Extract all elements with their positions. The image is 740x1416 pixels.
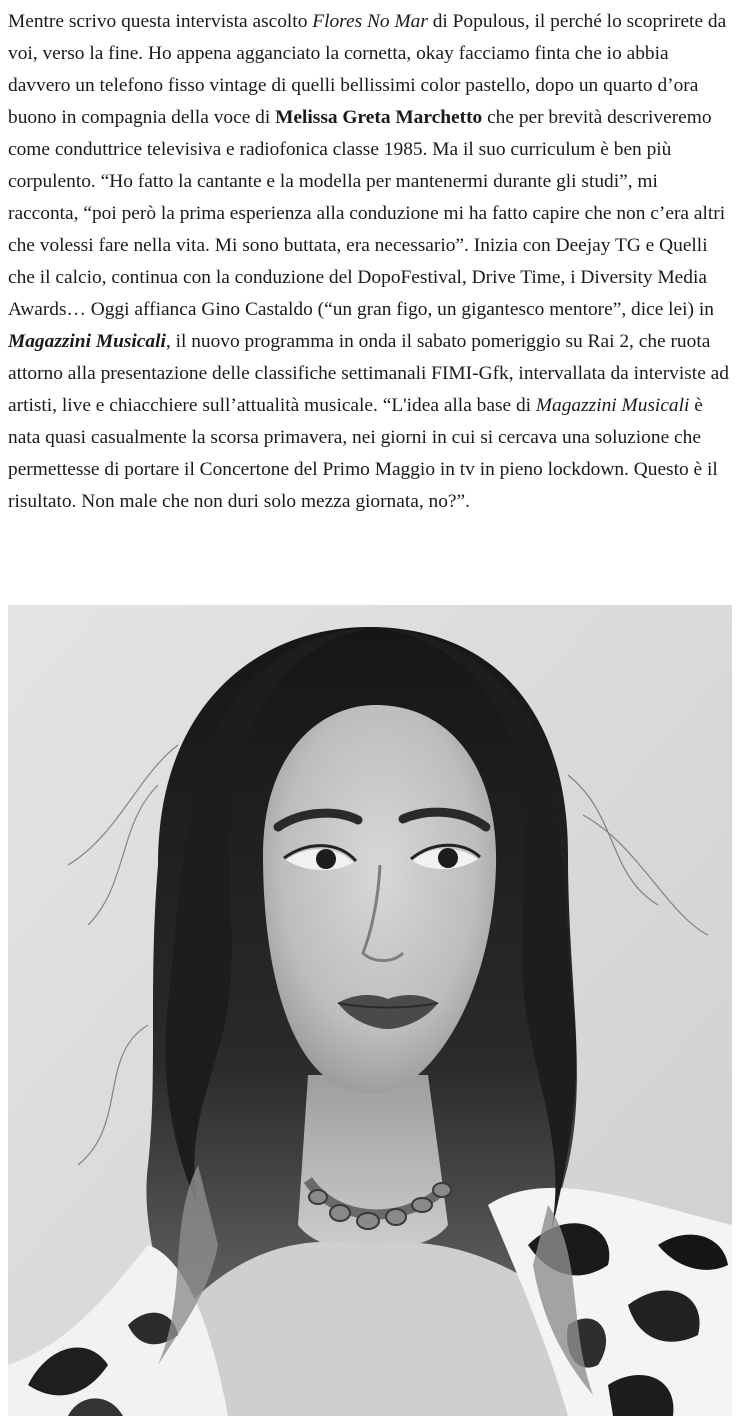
text-run: è nata quasi casualmente la scorsa primavera, nei giorni in cui si cercava una soluzione che permettesse di portare il Concertone del Primo Maggio in tv in pieno lockdown. Questo è il risultato. Non male che non duri solo mezza giornata, no?”. [8, 395, 718, 512]
song-title: Flores No Mar [312, 11, 428, 32]
portrait-illustration [8, 605, 732, 1416]
text-run: di Populous, il perché lo scoprirete da voi, verso la fine. Ho appena agganciato la cornetta, okay facciamo finta che io abbia davvero un telefono fisso vintage di quelli bellissimi color pastello, dopo un quarto d’ora buono in compagnia della voce di [8, 11, 727, 128]
text-run: , il nuovo programma in onda il sabato pomeriggio su Rai 2, che ruota attorno alla presentazione delle classifiche settimanali FIMI-Gfk, intervallata da interviste ad artisti, live e chiacchiere sull’attualità musicale. “L'idea alla base di [8, 331, 729, 416]
show-title-bold: Magazzini Musicali [8, 331, 166, 352]
article [8, 6, 732, 518]
person-name: Melissa Greta Marchetto [275, 107, 483, 128]
text-run: Mentre scrivo questa intervista ascolto [8, 11, 313, 32]
article-paragraph [8, 6, 732, 518]
show-title: Magazzini Musicali [535, 395, 690, 416]
text-run: che per brevità descriveremo come conduttrice televisiva e radiofonica classe 1985. Ma il suo curriculum è ben più corpulento. “Ho fatto la cantante e la modella per mantenermi durante gli studi”, mi racconta, “poi però la prima esperienza alla conduzione mi ha fatto capire che non c’era altri che volessi fare nella vita. Mi sono buttata, era necessario”. Inizia con Deejay TG e Quelli che il calcio, continua con la conduzione del DopoFestival, Drive Time, i Diversity Media Awards… Oggi affianca Gino Castaldo (“un gran figo, un gigantesco mentore”, dice lei) in [8, 107, 726, 320]
portrait-photo [8, 605, 732, 1416]
